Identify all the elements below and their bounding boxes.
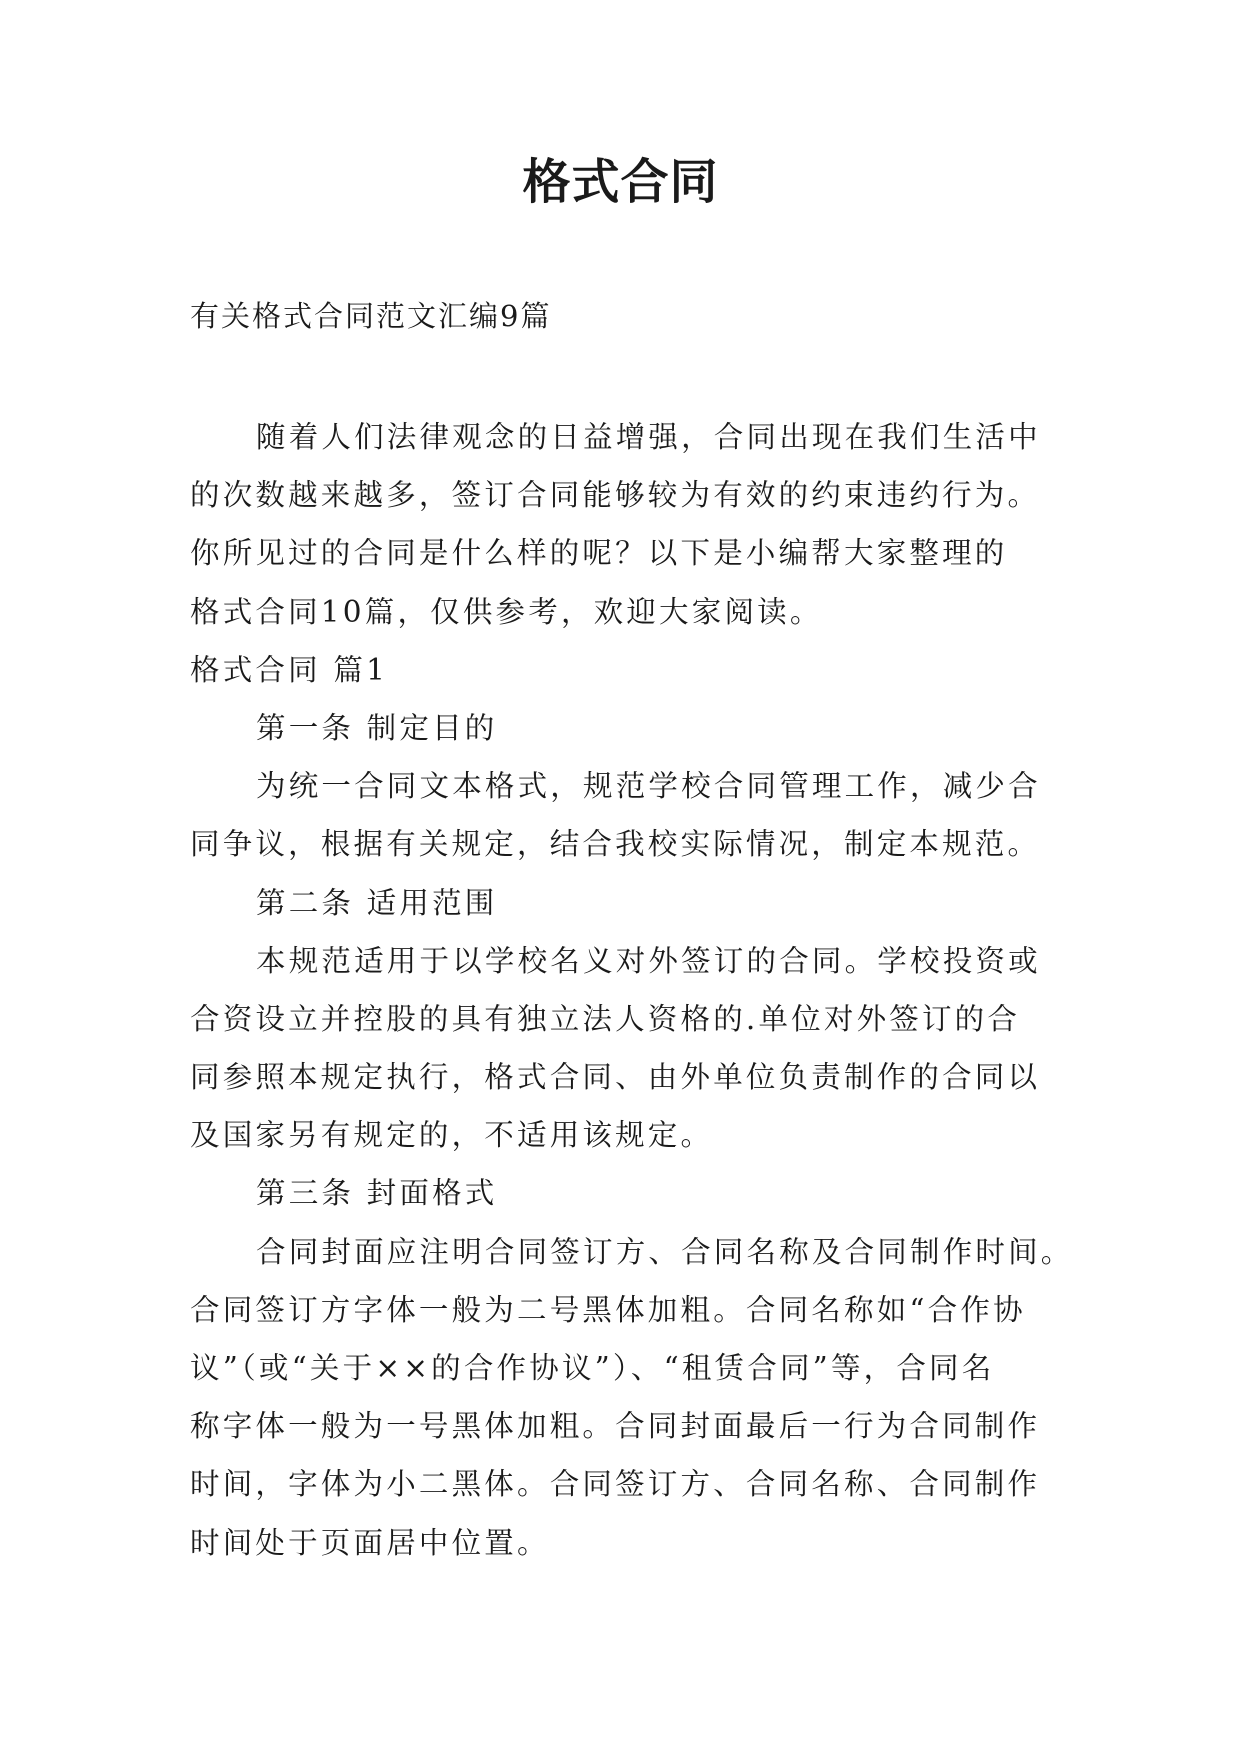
text-line: 你所见过的合同是什么样的呢？以下是小编帮大家整理的 [190, 536, 1008, 571]
text-line: 格式合同 篇1 [190, 652, 389, 687]
text-line: 时间，字体为小二黑体。合同签订方、合同名称、合同制作 [190, 1467, 1041, 1502]
text-line: 时间处于页面居中位置。 [190, 1525, 550, 1560]
text-line: 议”（或“关于××的合作协议”）、“租赁合同”等，合同名 [190, 1351, 995, 1385]
text-line: 随着人们法律观念的日益增强，合同出现在我们生活中 [256, 420, 1041, 454]
text-line: 及国家另有规定的，不适用该规定。 [190, 1118, 714, 1153]
text-line: 同争议，根据有关规定，结合我校实际情况，制定本规范。 [190, 827, 1041, 862]
text-line: 第三条 封面格式 [256, 1176, 498, 1211]
text-line: 本规范适用于以学校名义对外签订的合同。学校投资或 [256, 943, 1041, 978]
text-line: 格式合同10篇，仅供参考，欢迎大家阅读。 [190, 594, 823, 629]
text-line: 合同签订方字体一般为二号黑体加粗。合同名称如“合作协 [190, 1292, 1026, 1327]
text-line: 为统一合同文本格式，规范学校合同管理工作，减少合 [256, 769, 1041, 804]
text-line: 合同封面应注明合同签订方、合同名称及合同制作时间。 [256, 1234, 1074, 1269]
text-line: 的次数越来越多，签订合同能够较为有效的约束违约行为。 [190, 478, 1041, 513]
document-title: 格式合同 [522, 154, 719, 210]
text-line: 合资设立并控股的具有独立法人资格的.单位对外签订的合 [190, 1001, 1021, 1036]
document-subtitle: 有关格式合同范文汇编9篇 [190, 299, 552, 333]
text-line: 第一条 制定目的 [256, 710, 498, 745]
text-line: 同参照本规定执行，格式合同、由外单位负责制作的合同以 [190, 1060, 1041, 1095]
text-line: 称字体一般为一号黑体加粗。合同封面最后一行为合同制作 [190, 1409, 1041, 1444]
document-body [190, 408, 1074, 1572]
text-line: 第二条 适用范围 [256, 885, 498, 920]
